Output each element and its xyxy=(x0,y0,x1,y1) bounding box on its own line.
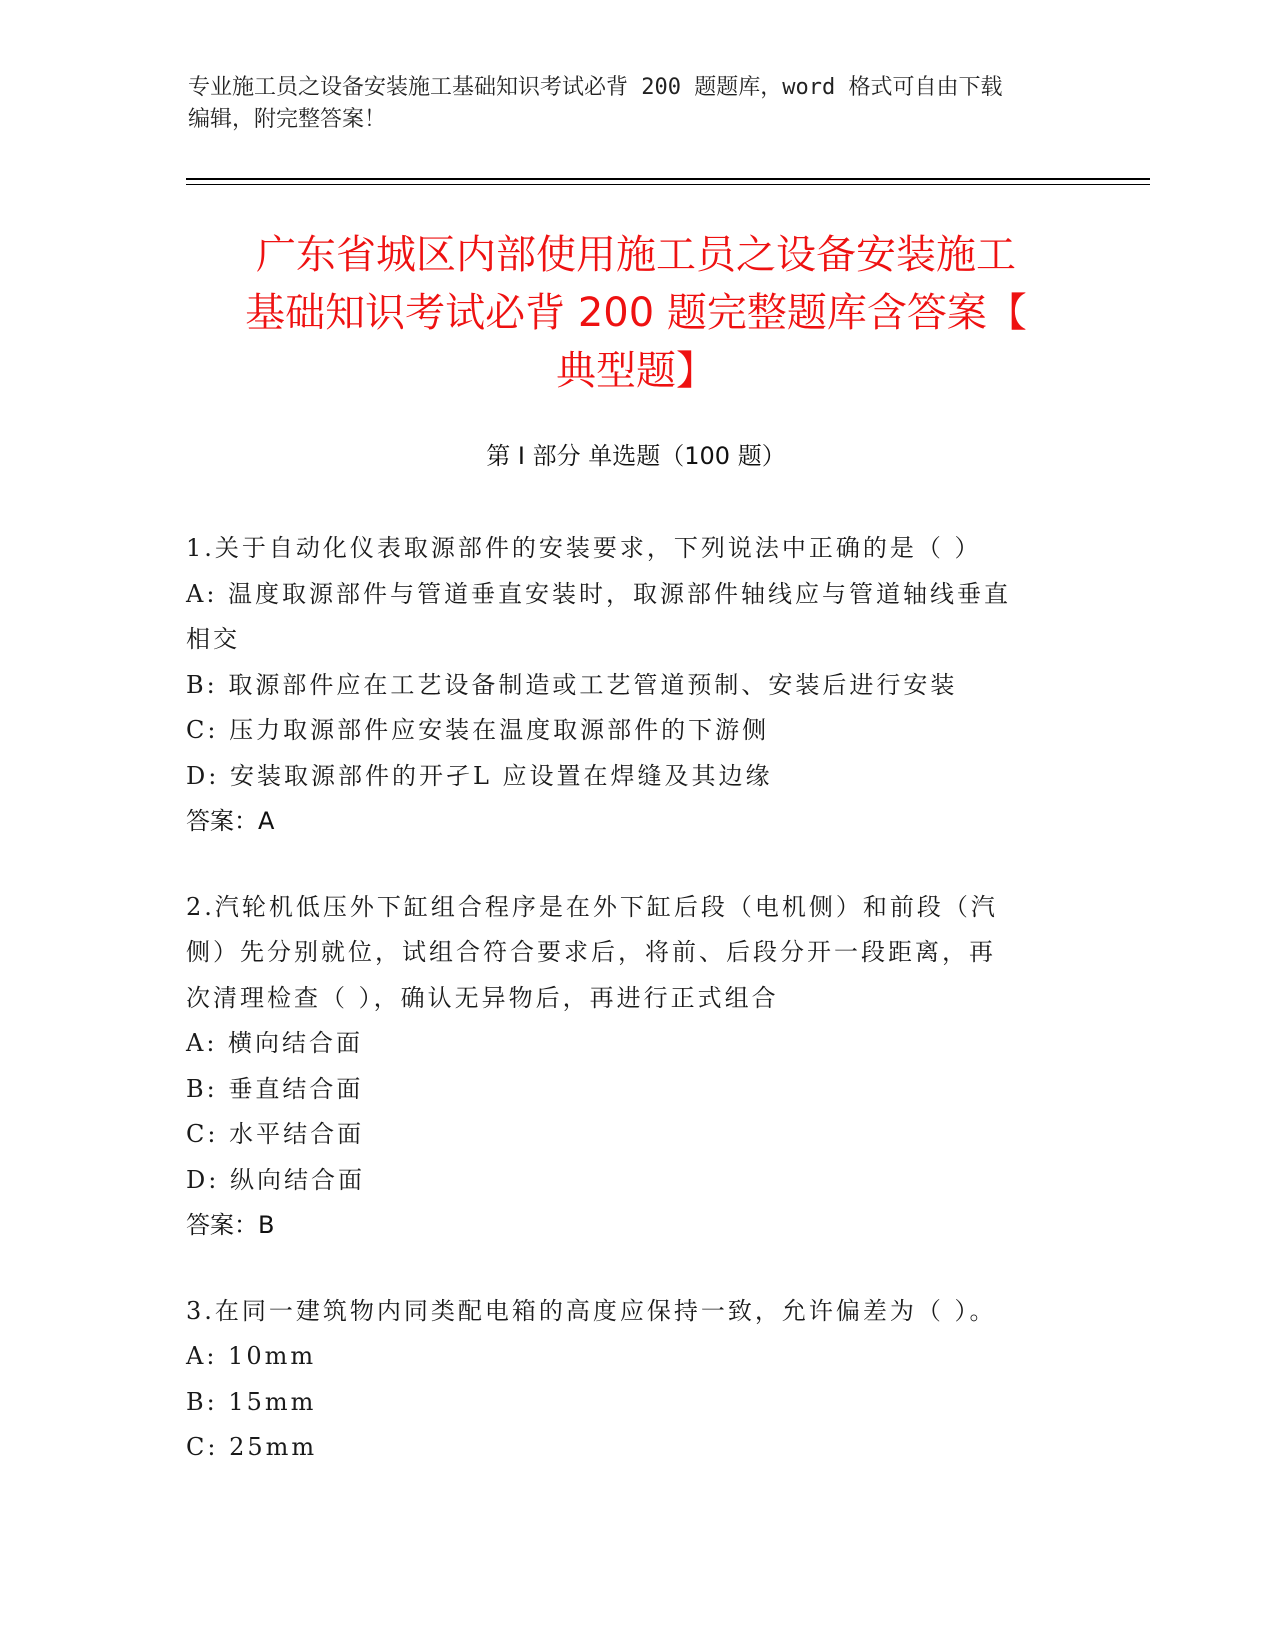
question-3 xyxy=(186,1289,1076,1471)
document-title-line-3: 典型题】 xyxy=(556,348,716,394)
header-divider-thick xyxy=(186,178,1150,180)
option-c: C: 压力取源部件应安装在温度取源部件的下游侧 xyxy=(186,716,770,744)
header-note xyxy=(188,72,1068,136)
option-d: D: 安装取源部件的开孑L 应设置在焊缝及其边缘 xyxy=(186,761,773,790)
document-title xyxy=(186,226,1086,400)
option-a: A: 10mm xyxy=(186,1342,317,1370)
question-stem: 3.在同一建筑物内同类配电箱的高度应保持一致，允许偏差为（ ）。 xyxy=(186,1296,997,1325)
option-c: C: 25mm xyxy=(186,1433,318,1461)
header-divider-thin xyxy=(186,184,1150,185)
section-heading: 第 I 部分 单选题（100 题） xyxy=(486,442,786,470)
option-b: B: 取源部件应在工艺设备制造或工艺管道预制、安装后进行安装 xyxy=(186,670,958,699)
option-a: A: 横向结合面 xyxy=(186,1029,364,1057)
option-b: B: 15mm xyxy=(186,1387,317,1416)
option-a: A: 温度取源部件与管道垂直安装时，取源部件轴线应与管道轴线垂直 xyxy=(186,579,1012,608)
question-stem-continued: 侧）先分别就位，试组合符合要求后，将前、后段分开一段距离，再 xyxy=(186,938,996,966)
option-a-continued: 相交 xyxy=(186,625,240,653)
question-stem: 1.关于自动化仪表取源部件的安装要求，下列说法中正确的是（ ） xyxy=(186,534,982,562)
question-list xyxy=(186,526,1076,1511)
document-title-line-1: 广东省城区内部使用施工员之设备安装施工 xyxy=(256,232,1016,278)
answer-key: 答案：B xyxy=(186,1211,275,1239)
option-c: C: 水平结合面 xyxy=(186,1120,365,1148)
header-note-line-1: 专业施工员之设备安装施工基础知识考试必背 200 题题库，word 格式可自由下载 xyxy=(188,75,1003,100)
document-title-line-2: 基础知识考试必背 200 题完整题库含答案【 xyxy=(245,290,1027,336)
option-d: D: 纵向结合面 xyxy=(186,1165,365,1194)
question-stem: 2.汽轮机低压外下缸组合程序是在外下缸后段（电机侧）和前段（汽 xyxy=(186,892,998,921)
question-1 xyxy=(186,526,1076,845)
answer-key: 答案：A xyxy=(186,807,275,835)
header-note-line-2: 编辑，附完整答案！ xyxy=(188,107,387,132)
question-2 xyxy=(186,885,1076,1249)
question-stem-continued: 次清理检查（ ），确认无异物后，再进行正式组合 xyxy=(186,983,779,1012)
option-b: B: 垂直结合面 xyxy=(186,1074,364,1103)
